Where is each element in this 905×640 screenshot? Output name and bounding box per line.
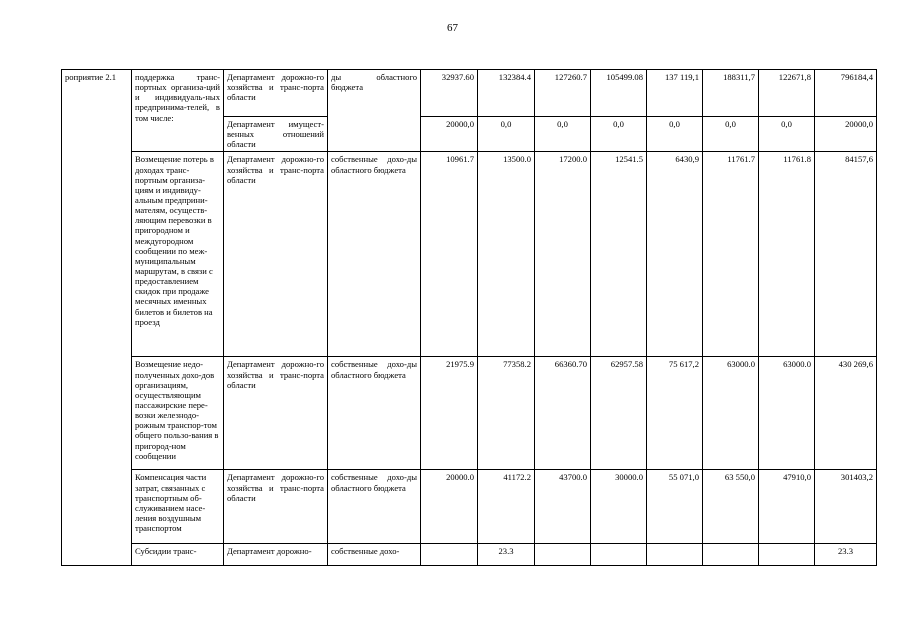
total-cell: 796184,4	[815, 70, 877, 117]
value-cell: 0,0	[535, 117, 591, 152]
description-cell: поддержка транс-портных организа-ций и индивидуаль-ных предпринима-телей, в том числе:	[132, 70, 224, 152]
description-cell: Субсидии транс-	[132, 544, 224, 566]
funding-source-cell: собственные дохо-ды областного бюджета	[328, 470, 421, 544]
value-cell: 20000.0	[421, 470, 478, 544]
value-cell: 32937.60	[421, 70, 478, 117]
value-cell: 137 119,1	[647, 70, 703, 117]
measure-number-cell: роприятие 2.1	[62, 70, 132, 566]
funding-source-cell: собственные дохо-ды областного бюджета	[328, 357, 421, 470]
department-cell: Департамент дорожно-го хозяйства и транс-порта области	[224, 70, 328, 117]
department-cell: Департамент дорожно-	[224, 544, 328, 566]
value-cell	[647, 544, 703, 566]
funding-source-cell: собственные дохо-	[328, 544, 421, 566]
value-cell: 127260.7	[535, 70, 591, 117]
value-cell: 132384.4	[478, 70, 535, 117]
description-cell: Возмещение потерь в доходах транс-портным организа-циям и индивиду-альным предприни-мателям, осуществ-ляющим перевозки в пригородном и междугородном сообщении по меж-муниципальным маршрутам, в связи с предоставлением скидок при продаже месячных именных билетов и билетов на проезд	[132, 152, 224, 357]
funding-source-cell: ды областного бюджета	[328, 70, 421, 152]
table-row	[62, 70, 877, 117]
value-cell	[421, 544, 478, 566]
value-cell: 17200.0	[535, 152, 591, 357]
department-cell: Департамент дорожно-го хозяйства и транс-порта области	[224, 470, 328, 544]
value-cell: 0,0	[647, 117, 703, 152]
value-cell: 23.3	[478, 544, 535, 566]
value-cell: 75 617,2	[647, 357, 703, 470]
value-cell: 12541.5	[591, 152, 647, 357]
value-cell: 11761.8	[759, 152, 815, 357]
value-cell: 55 071,0	[647, 470, 703, 544]
value-cell: 10961.7	[421, 152, 478, 357]
table-row	[62, 152, 877, 357]
value-cell: 0,0	[591, 117, 647, 152]
total-cell: 84157,6	[815, 152, 877, 357]
value-cell: 188311,7	[703, 70, 759, 117]
value-cell: 66360.70	[535, 357, 591, 470]
budget-table	[61, 69, 877, 566]
value-cell: 47910,0	[759, 470, 815, 544]
value-cell: 105499.08	[591, 70, 647, 117]
value-cell	[535, 544, 591, 566]
value-cell: 0,0	[703, 117, 759, 152]
department-cell: Департамент дорожно-го хозяйства и транс-порта области	[224, 357, 328, 470]
funding-source-cell: собственные дохо-ды областного бюджета	[328, 152, 421, 357]
total-cell: 301403,2	[815, 470, 877, 544]
table-row	[62, 357, 877, 470]
value-cell: 6430,9	[647, 152, 703, 357]
total-cell: 20000,0	[815, 117, 877, 152]
value-cell: 0,0	[478, 117, 535, 152]
total-cell: 23.3	[815, 544, 877, 566]
value-cell	[759, 544, 815, 566]
value-cell: 20000,0	[421, 117, 478, 152]
description-cell: Компенсация части затрат, связанных с транспортным об-служиванием насе-ления воздушным транспортом	[132, 470, 224, 544]
value-cell: 11761.7	[703, 152, 759, 357]
value-cell	[591, 544, 647, 566]
value-cell: 30000.0	[591, 470, 647, 544]
table-row	[62, 544, 877, 566]
value-cell: 13500.0	[478, 152, 535, 357]
value-cell: 77358.2	[478, 357, 535, 470]
value-cell: 43700.0	[535, 470, 591, 544]
value-cell: 62957.58	[591, 357, 647, 470]
description-cell: Возмещение недо-полученных дохо-дов организациям, осуществляющим пассажирские пере-возки железнодо-рожным транспор-том общего пользо-вания в пригород-ном сообщении	[132, 357, 224, 470]
total-cell: 430 269,6	[815, 357, 877, 470]
value-cell: 122671,8	[759, 70, 815, 117]
value-cell: 21975.9	[421, 357, 478, 470]
value-cell: 63 550,0	[703, 470, 759, 544]
department-cell: Департамент дорожно-го хозяйства и транс-порта области	[224, 152, 328, 357]
table-row	[62, 470, 877, 544]
value-cell: 0,0	[759, 117, 815, 152]
department-cell: Департамент имущест-венных отношений области	[224, 117, 328, 152]
value-cell: 41172.2	[478, 470, 535, 544]
value-cell	[703, 544, 759, 566]
value-cell: 63000.0	[759, 357, 815, 470]
page-number: 67	[447, 22, 458, 34]
value-cell: 63000.0	[703, 357, 759, 470]
